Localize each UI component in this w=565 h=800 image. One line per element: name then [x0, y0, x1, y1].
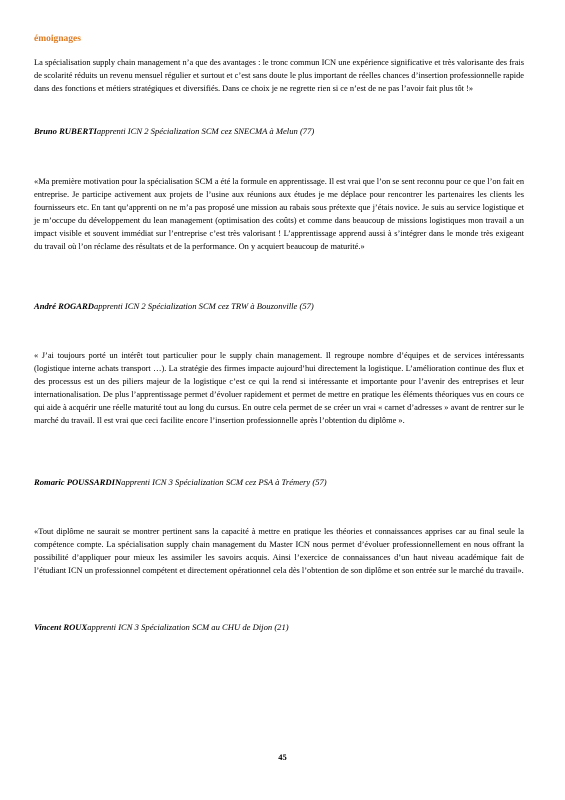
testimonial-signature-1: [34, 126, 534, 136]
testimonial-text-4: «Tout diplôme ne saurait se montrer pertinent sans la capacité à mettre en pratique les théories et connaissances apprises car au final seule la compétence compte. La spécialisation supply chain management du Master ICN nous permet d’évoluer professionnellement en nous offrant la possibilité d’appliquer pour mieux les assimiler les savoirs acquis. Ainsi l’exercice de connaissances d’un haut niveau académique fait de l’étudiant ICN un professionnel compétent et directement opérationnel cela dès l’obtention de son diplôme et son entrée sur le marché du travail».: [34, 527, 524, 575]
testimonial-author-name: Bruno RUBERTI: [34, 126, 97, 136]
testimonial-author-role: apprenti ICN 2 Spécialization SCM cez SNECMA à Melun (77): [96, 126, 315, 136]
testimonial-text-3: « J’ai toujours porté un intérêt tout particulier pour le supply chain management. Il regroupe nombre d’équipes et de services intéressants (logistique interne achats transport …). La stratégie des firmes impacte aujourd’hui directement la logistique. L’amélioration continue des flux et des processus est un des piliers majeur de la logistique c’est ce qui la rend si intéressante et importante pour l’avenir des entreprises et leur internationalisation. De plus l’apprentissage permet d’évoluer rapidement et permet de mettre en pratique les éléments théoriques vus en cours ce qui aide à acquérir une réelle maturité tout au long du cursus. En outre cela permet de se créer un vrai « carnet d’adresses » avant de rentrer sur le marché du travail. Il est vrai que ceci facilite encore l’insertion professionnelle après l’obtention du diplôme ».: [34, 351, 524, 425]
testimonial-signature-2: [34, 301, 534, 311]
testimonial-author-name: Romaric POUSSARDIN: [34, 477, 122, 487]
testimonial-author-role: apprenti ICN 3 Spécialization SCM au CHU de Dijon (21): [87, 622, 289, 632]
testimonial-text-1: La spécialisation supply chain management n’a que des avantages : le tronc commun ICN une expérience significative et très valorisante des frais de scolarité réduits un revenu mensuel régulier et surtout et c’est sans doute le plus important de réelles chances d’insertion professionnelle rapide dans des fonctions et métiers stratégiques et diversifiés. Dans ce choix je ne regrette rien si ce n’est de ne pas l’avoir fait plus tôt !»: [34, 58, 524, 93]
testimonial-signature-4: [34, 622, 534, 632]
testimonial-author-role: apprenti ICN 3 Spécialization SCM cez PSA à Trémery (57): [121, 477, 327, 487]
testimonial-text-2: «Ma première motivation pour la spécialisation SCM a été la formule en apprentissage. Il est vrai que l’on se sent reconnu pour ce que l’on fait en entreprise. Je participe activement aux projets de l’usine aux réunions aux études je me déplace pour rencontrer les partenaires les clients les fournisseurs etc. En tant qu’apprenti on ne m’a pas proposé une mission au rabais sous prétexte que j’étais novice. Je suis au service logistique et je m’occupe du développement du lean management (optimisation des coûts) et comme dans beaucoup de missions logistiques mon travail a un impact visible et souvent immédiat sur l’entreprise c’est très valorisant ! L’apprentissage apprend aussi à s’intégrer dans le monde très exigeant du travail où l’on réclame des résultats et de la performance. On y acquiert beaucoup de maturité.»: [34, 177, 525, 251]
testimonial-signature-3: [34, 477, 534, 487]
page-number: 45: [278, 752, 287, 762]
section-heading: émoignages: [34, 34, 81, 44]
testimonial-author-name: André ROGARD: [34, 301, 94, 311]
testimonial-author-name: Vincent ROUX: [34, 622, 88, 632]
testimonial-author-role: apprenti ICN 2 Spécialization SCM cez TRW à Bouzonville (57): [93, 301, 314, 311]
